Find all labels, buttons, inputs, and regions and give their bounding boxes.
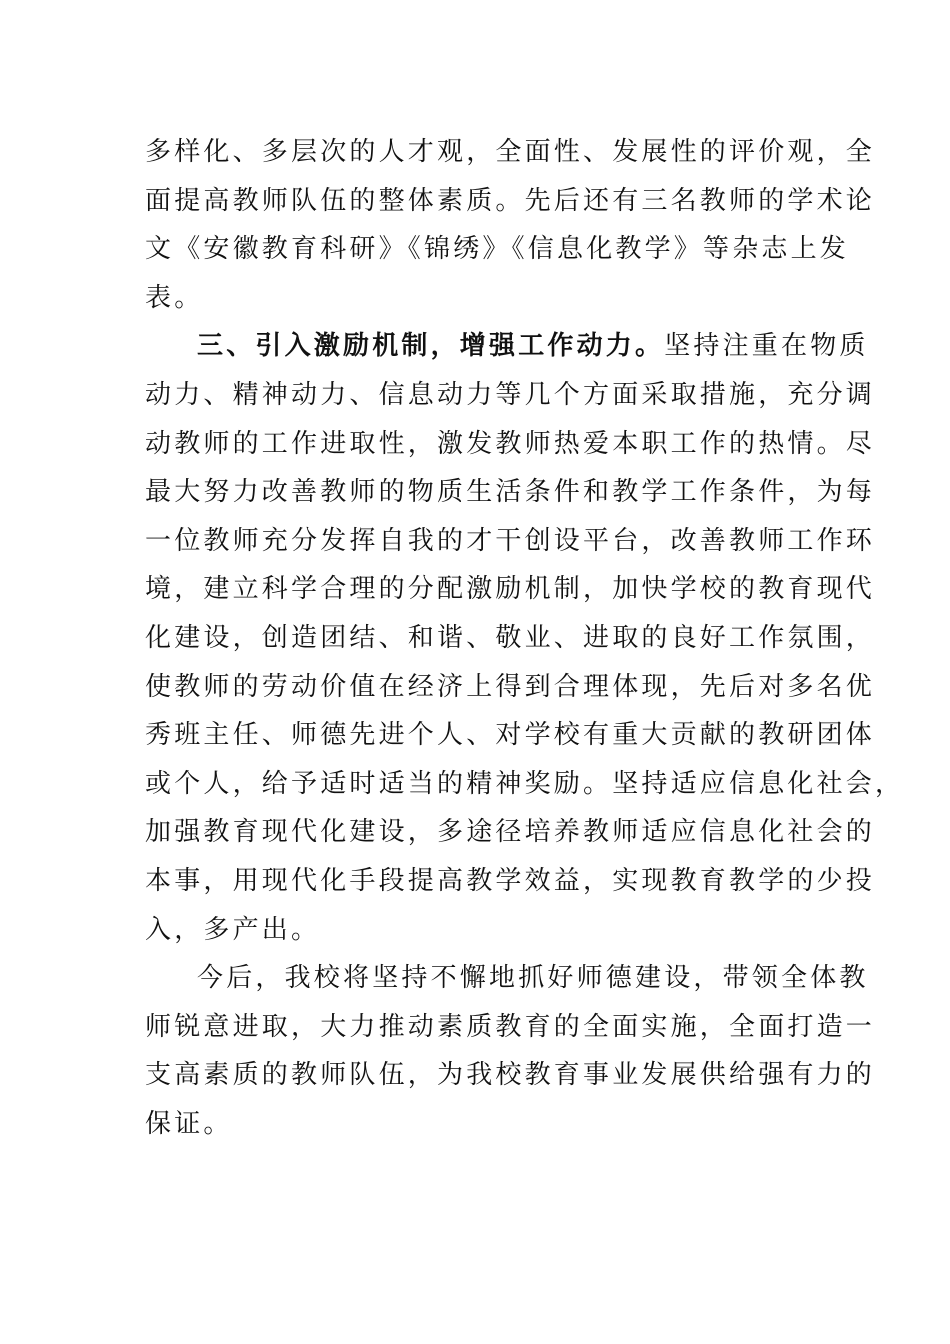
text-line: 多样化、多层次的人才观，全面性、发展性的评价观，全	[145, 137, 876, 167]
paragraph-talent-view	[145, 128, 876, 322]
text-line: 文《安徽教育科研》《锦绣》《信息化教学》等杂志上发	[145, 234, 850, 265]
text-line: 最大努力改善教师的物质生活条件和教学工作条件，为每	[145, 477, 876, 508]
section-heading: 三、引入激励机制，增强工作动力。	[197, 331, 665, 362]
text-line: 使教师的劳动价值在经济上得到合理体现，先后对多名优	[145, 671, 876, 702]
text-line: 化建设，创造团结、和谐、敬业、进取的良好工作氛围，	[145, 622, 876, 653]
text-line-first: 今后，我校将坚持不懈地抓好师德建设，带领全体教	[197, 963, 869, 994]
text-line: 或个人，给予适时适当的精神奖励。坚持适应信息化社会，	[145, 768, 905, 799]
document-body	[145, 128, 905, 1148]
paragraph-future-plan	[145, 954, 876, 1148]
text-line: 境，建立科学合理的分配激励机制，加快学校的教育现代	[145, 574, 876, 605]
text-line-first	[145, 322, 869, 371]
text-line: 加强教育现代化建设，多途径培养教师适应信息化社会的	[145, 817, 876, 848]
text-line: 支高素质的教师队伍，为我校教育事业发展供给强有力的	[145, 1060, 876, 1091]
text-line: 动力、精神动力、信息动力等几个方面采取措施，充分调	[145, 379, 876, 410]
text-line: 表。	[145, 282, 204, 313]
text-line: 保证。	[145, 1108, 233, 1139]
text-span: 坚持注重在物质	[664, 331, 869, 362]
text-line: 师锐意进取，大力推动素质教育的全面实施，全面打造一	[145, 1011, 876, 1042]
text-line: 秀班主任、师德先进个人、对学校有重大贡献的教研团体	[145, 720, 876, 751]
text-line: 本事，用现代化手段提高教学效益，实现教育教学的少投	[145, 865, 876, 896]
paragraph-incentive-mechanism	[145, 322, 905, 954]
text-line: 动教师的工作进取性，激发教师热爱本职工作的热情。尽	[145, 428, 876, 459]
text-line: 一位教师充分发挥自我的才干创设平台，改善教师工作环	[145, 525, 876, 556]
text-line: 入，多产出。	[145, 914, 321, 945]
text-line: 面提高教师队伍的整体素质。先后还有三名教师的学术论	[145, 185, 876, 216]
